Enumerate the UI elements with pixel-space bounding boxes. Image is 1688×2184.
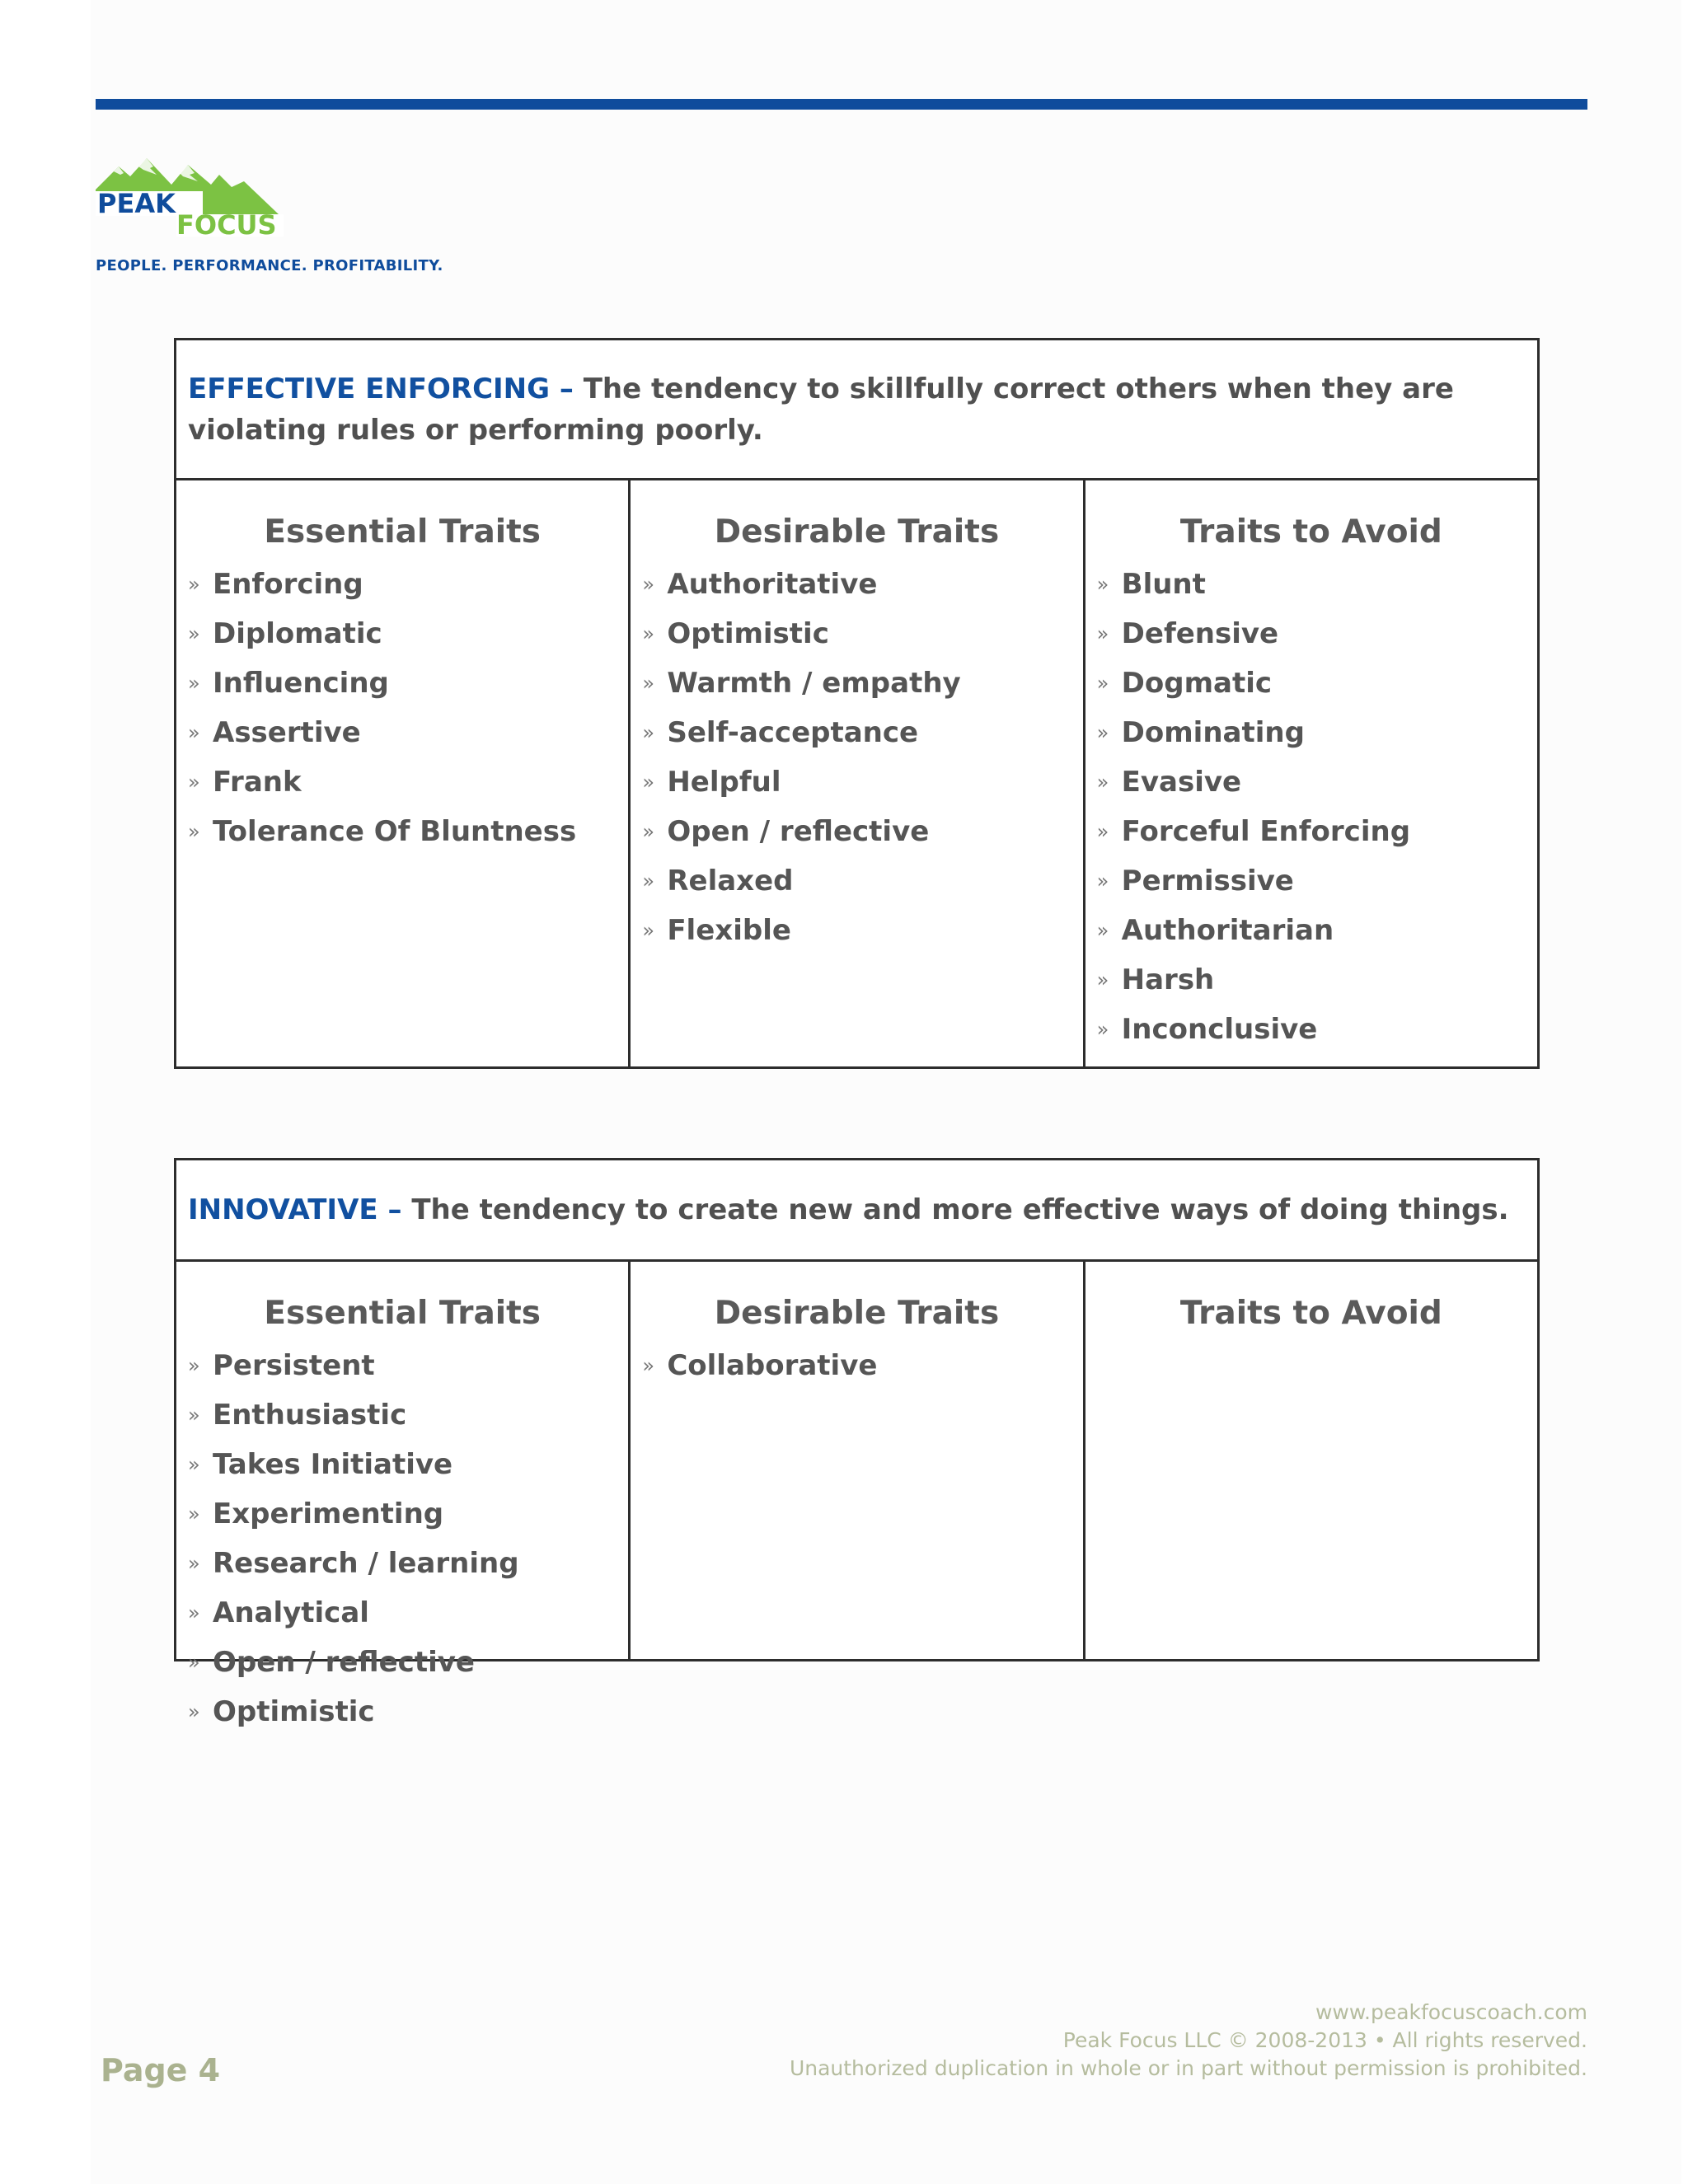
trait-item (642, 906, 1071, 955)
chevron-right-icon: » (1096, 622, 1109, 645)
tagline: PEOPLE. PERFORMANCE. PROFITABILITY. (96, 257, 443, 274)
desirable-traits-column (631, 480, 1085, 1066)
chevron-right-icon: » (1096, 721, 1109, 744)
trait-label: Authoritarian (1121, 914, 1334, 947)
trait-item (1097, 906, 1526, 955)
trait-label: Experimenting (213, 1497, 444, 1530)
chevron-right-icon: » (1096, 672, 1109, 695)
trait-label: Self-acceptance (667, 716, 919, 749)
chevron-right-icon: » (642, 672, 655, 695)
trait-list (642, 560, 1071, 955)
section-header (176, 1160, 1537, 1262)
trait-label: Frank (213, 766, 302, 799)
trait-item (188, 1341, 617, 1390)
chevron-right-icon: » (642, 1354, 655, 1377)
trait-list (188, 560, 617, 856)
trait-item (1097, 708, 1526, 757)
mountain-logo-icon (96, 142, 285, 237)
trait-item (1097, 609, 1526, 658)
trait-label: Flexible (667, 914, 791, 947)
chevron-right-icon: » (188, 1404, 200, 1427)
trait-item (1097, 658, 1526, 708)
trait-label: Optimistic (213, 1695, 375, 1728)
trait-item (188, 1687, 617, 1736)
chevron-right-icon: » (642, 820, 655, 843)
essential-traits-column (176, 1262, 631, 1728)
trait-item (188, 658, 617, 708)
trait-label: Persistent (213, 1349, 375, 1382)
traits-to-avoid-column (1085, 480, 1537, 1066)
trait-label: Influencing (213, 667, 389, 700)
chevron-right-icon: » (1096, 573, 1109, 596)
trait-item (1097, 807, 1526, 856)
chevron-right-icon: » (1096, 919, 1109, 942)
chevron-right-icon: » (642, 721, 655, 744)
logo-peak-text: PEAK (97, 188, 176, 219)
chevron-right-icon: » (188, 573, 200, 596)
section-description: The tendency to create new and more effective ways of doing things. (411, 1193, 1509, 1226)
trait-label: Tolerance Of Bluntness (213, 815, 577, 848)
section-description: The tendency to skillfully correct others when they are violating rules or performing poorly. (188, 372, 1454, 447)
chevron-right-icon: » (642, 869, 655, 893)
trait-label: Diplomatic (213, 617, 382, 650)
chevron-right-icon: » (188, 622, 200, 645)
trait-label: Open / reflective (213, 1646, 475, 1679)
chevron-right-icon: » (188, 1453, 200, 1476)
trait-item (188, 1638, 617, 1687)
column-heading: Traits to Avoid (1179, 1295, 1442, 1332)
trait-list (188, 1341, 617, 1736)
title-separator: – (377, 1193, 412, 1226)
trait-label: Assertive (213, 716, 361, 749)
trait-label: Analytical (213, 1596, 369, 1629)
trait-label: Forceful Enforcing (1121, 815, 1411, 848)
trait-item (642, 856, 1071, 906)
section-title: INNOVATIVE (188, 1193, 378, 1226)
trait-item (188, 1588, 617, 1638)
trait-item (1097, 955, 1526, 1005)
chevron-right-icon: » (188, 1502, 200, 1526)
trait-columns (176, 1262, 1537, 1728)
section-header-text (188, 1189, 1509, 1230)
chevron-right-icon: » (188, 721, 200, 744)
chevron-right-icon: » (1096, 869, 1109, 893)
innovative-table (174, 1158, 1540, 1728)
trait-item (188, 1390, 617, 1440)
trait-label: Evasive (1121, 766, 1242, 799)
chevron-right-icon: » (188, 1651, 200, 1674)
traits-to-avoid-column (1085, 1262, 1537, 1659)
trait-item (642, 609, 1071, 658)
chevron-right-icon: » (188, 820, 200, 843)
chevron-right-icon: » (188, 672, 200, 695)
trait-list (642, 1341, 1071, 1390)
trait-item (188, 708, 617, 757)
trait-item (1097, 560, 1526, 609)
footer-info (790, 1999, 1587, 2083)
footer-notice: Unauthorized duplication in whole or in part without permission is prohibited. (789, 2056, 1587, 2080)
trait-label: Optimistic (667, 617, 829, 650)
column-heading: Traits to Avoid (1179, 513, 1442, 551)
trait-label: Warmth / empathy (667, 667, 961, 700)
trait-label: Defensive (1121, 617, 1279, 650)
chevron-right-icon: » (642, 919, 655, 942)
chevron-right-icon: » (1096, 1018, 1109, 1041)
logo-focus-text: FOCUS (176, 209, 277, 237)
trait-item (642, 658, 1071, 708)
top-rule (96, 99, 1587, 110)
column-heading: Desirable Traits (714, 513, 1000, 551)
essential-traits-column (176, 480, 631, 1066)
column-heading: Essential Traits (264, 1295, 541, 1332)
trait-label: Permissive (1121, 865, 1294, 898)
chevron-right-icon: » (1096, 771, 1109, 794)
trait-label: Open / reflective (667, 815, 930, 848)
trait-item (642, 1341, 1071, 1390)
trait-item (188, 609, 617, 658)
trait-item (642, 708, 1071, 757)
trait-item (188, 757, 617, 807)
chevron-right-icon: » (1096, 820, 1109, 843)
footer-website: www.peakfocuscoach.com (1315, 2000, 1587, 2024)
trait-label: Dogmatic (1121, 667, 1273, 700)
trait-item (1097, 856, 1526, 906)
trait-item (188, 1440, 617, 1489)
chevron-right-icon: » (188, 1700, 200, 1723)
trait-label: Collaborative (667, 1349, 878, 1382)
trait-label: Takes Initiative (213, 1448, 453, 1481)
trait-item (1097, 757, 1526, 807)
trait-item (188, 1489, 617, 1539)
trait-item (642, 807, 1071, 856)
footer-copyright: Peak Focus LLC © 2008-2013 • All rights reserved. (1062, 2028, 1587, 2052)
trait-label: Blunt (1121, 568, 1206, 601)
trait-item (188, 807, 617, 856)
page-background (91, 0, 1681, 2184)
chevron-right-icon: » (188, 771, 200, 794)
desirable-traits-column (631, 1262, 1085, 1659)
trait-label: Relaxed (667, 865, 794, 898)
chevron-right-icon: » (642, 622, 655, 645)
section-header (176, 340, 1537, 480)
effective-enforcing-table (174, 338, 1540, 1069)
trait-item (642, 560, 1071, 609)
chevron-right-icon: » (1096, 968, 1109, 991)
section-title: EFFECTIVE ENFORCING (188, 372, 551, 405)
trait-label: Authoritative (667, 568, 878, 601)
column-heading: Desirable Traits (714, 1295, 1000, 1332)
chevron-right-icon: » (188, 1601, 200, 1624)
section-header-text (188, 368, 1519, 451)
chevron-right-icon: » (188, 1552, 200, 1575)
trait-list (1097, 560, 1526, 1054)
trait-item (188, 1539, 617, 1588)
trait-columns (176, 480, 1537, 1066)
peak-focus-logo (96, 142, 285, 237)
trait-item (1097, 1005, 1526, 1054)
trait-label: Research / learning (213, 1547, 519, 1580)
trait-label: Inconclusive (1121, 1013, 1318, 1046)
trait-label: Helpful (667, 766, 781, 799)
trait-label: Dominating (1121, 716, 1305, 749)
trait-label: Harsh (1121, 963, 1215, 996)
title-separator: – (550, 372, 584, 405)
page-number: Page 4 (101, 2052, 221, 2088)
trait-item (642, 757, 1071, 807)
chevron-right-icon: » (642, 573, 655, 596)
chevron-right-icon: » (642, 771, 655, 794)
trait-label: Enforcing (213, 568, 363, 601)
trait-label: Enthusiastic (213, 1399, 407, 1432)
trait-item (188, 560, 617, 609)
column-heading: Essential Traits (264, 513, 541, 551)
chevron-right-icon: » (188, 1354, 200, 1377)
